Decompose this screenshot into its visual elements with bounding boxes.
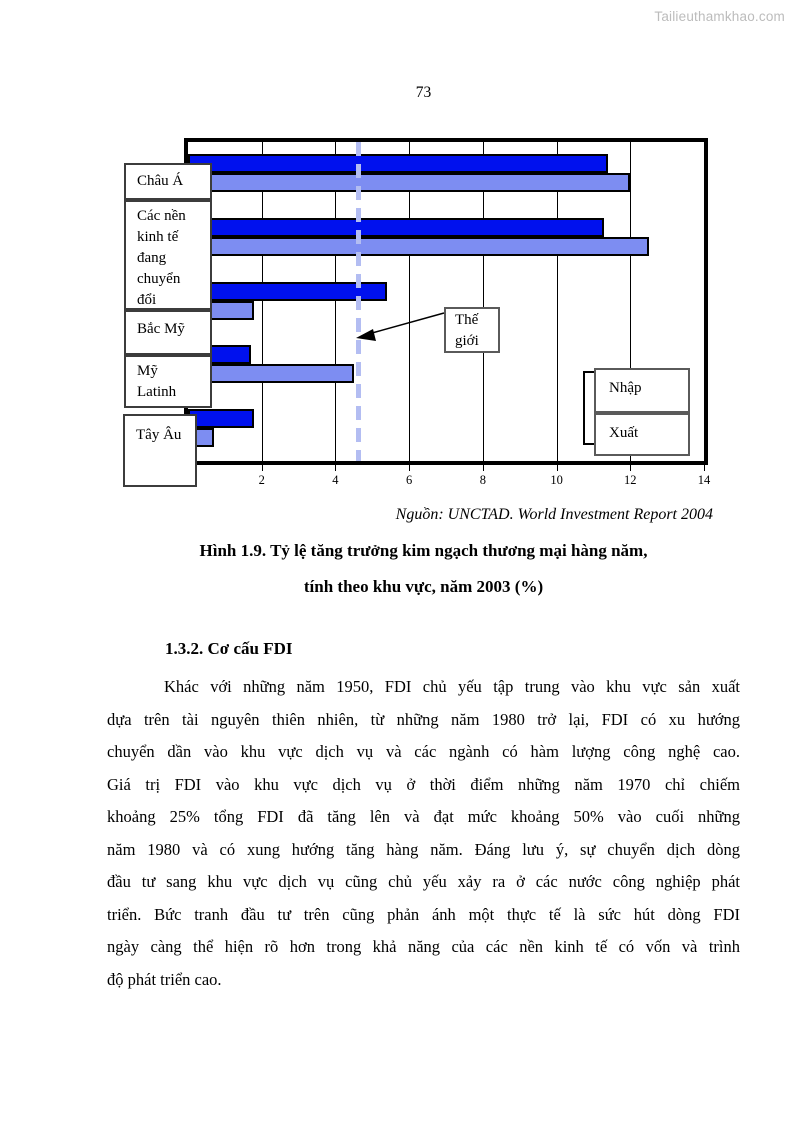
axis-tick-label: 6 <box>406 473 413 487</box>
category-label: chuyển <box>137 271 181 287</box>
world-label: giới <box>455 333 479 349</box>
figure-caption-line-2: tính theo khu vực, năm 2003 (%) <box>303 577 544 596</box>
legend-label: Nhập <box>609 380 642 396</box>
body-text-line: chuyển dần vào khu vực dịch vụ và các ngành có hàm lượng công nghệ cao. <box>107 742 740 761</box>
bar-xuat <box>188 237 649 256</box>
body-text-line: ngày càng thể hiện rõ hơn trong khả năng của các nền kinh tế có vốn và trình <box>107 937 740 956</box>
axis-tick-label: 12 <box>624 473 637 487</box>
category-label: đang <box>137 250 167 266</box>
category-label: Châu Á <box>137 173 184 189</box>
axis-tick <box>630 465 631 471</box>
figure-caption-line-1: Hình 1.9. Tỷ lệ tăng trưởng kim ngạch thương mại hàng năm, <box>199 541 648 560</box>
bar-nhap <box>188 409 254 428</box>
legend-item-xuat <box>594 413 690 456</box>
body-text-line: đầu tư sang khu vực dịch vụ cũng chủ yếu xảy ra ở các nước công nghiệp phát <box>107 872 740 891</box>
bar-xuat <box>188 173 630 192</box>
world-label: Thế <box>455 312 479 328</box>
bar-nhap <box>188 154 608 173</box>
body-text-line: năm 1980 và có xung hướng tăng hàng năm. Đáng lưu ý, sự chuyển dịch dòng <box>107 839 740 859</box>
world-callout-arrow <box>345 295 455 355</box>
page-number: 73 <box>415 84 432 101</box>
legend-item-nhap <box>594 368 690 413</box>
category-label: kinh tế <box>137 229 179 245</box>
category-label-box <box>124 355 212 408</box>
bar-nhap <box>188 218 604 237</box>
category-label: Mỹ <box>137 363 158 379</box>
body-text-line: Khác với những năm 1950, FDI chủ yếu tập trung vào khu vực sản xuất <box>164 677 740 696</box>
category-label: đổi <box>137 292 157 308</box>
axis-tick <box>262 465 263 471</box>
axis-tick <box>335 465 336 471</box>
axis-tick-label: 4 <box>332 473 339 487</box>
axis-tick <box>409 465 410 471</box>
chart-source: Nguồn: UNCTAD. World Investment Report 2004 <box>395 506 713 523</box>
axis-tick-label: 10 <box>550 473 563 487</box>
category-label: Các nền <box>137 208 186 224</box>
legend-bracket <box>583 371 594 445</box>
category-label-box <box>124 200 212 310</box>
body-text-line: triển. Bức tranh đầu tư trên cũng phản ánh một thực tế là sức hút dòng FDI <box>107 904 740 924</box>
legend-label: Xuất <box>609 425 639 441</box>
category-label: Bắc Mỹ <box>137 321 185 337</box>
section-heading: 1.3.2. Cơ cấu FDI <box>165 639 293 658</box>
category-label: Latinh <box>137 384 177 400</box>
category-label-box <box>124 310 212 355</box>
body-text-line: khoảng 25% tổng FDI đã tăng lên và đạt mức khoảng 50% vào cuối những <box>107 807 740 826</box>
axis-tick <box>483 465 484 471</box>
body-text-line: độ phát triển cao. <box>107 969 222 989</box>
axis-tick-label: 8 <box>479 473 486 487</box>
body-text-line: Giá trị FDI vào khu vực dịch vụ ở thời điểm những năm 1970 chỉ chiếm <box>107 774 740 794</box>
category-label-box <box>124 163 212 200</box>
watermark: Tailieuthamkhao.com <box>654 9 785 24</box>
axis-tick <box>557 465 558 471</box>
category-label-box <box>123 414 197 487</box>
body-text-line: dựa trên tài nguyên thiên nhiên, từ những năm 1980 trở lại, FDI có xu hướng <box>107 709 740 729</box>
bar-xuat <box>188 364 354 383</box>
axis-tick <box>704 465 705 471</box>
axis-tick-label: 14 <box>697 473 711 487</box>
body-paragraph <box>107 671 740 996</box>
category-label: Tây Âu <box>136 427 182 443</box>
axis-tick-label: 2 <box>258 473 265 487</box>
